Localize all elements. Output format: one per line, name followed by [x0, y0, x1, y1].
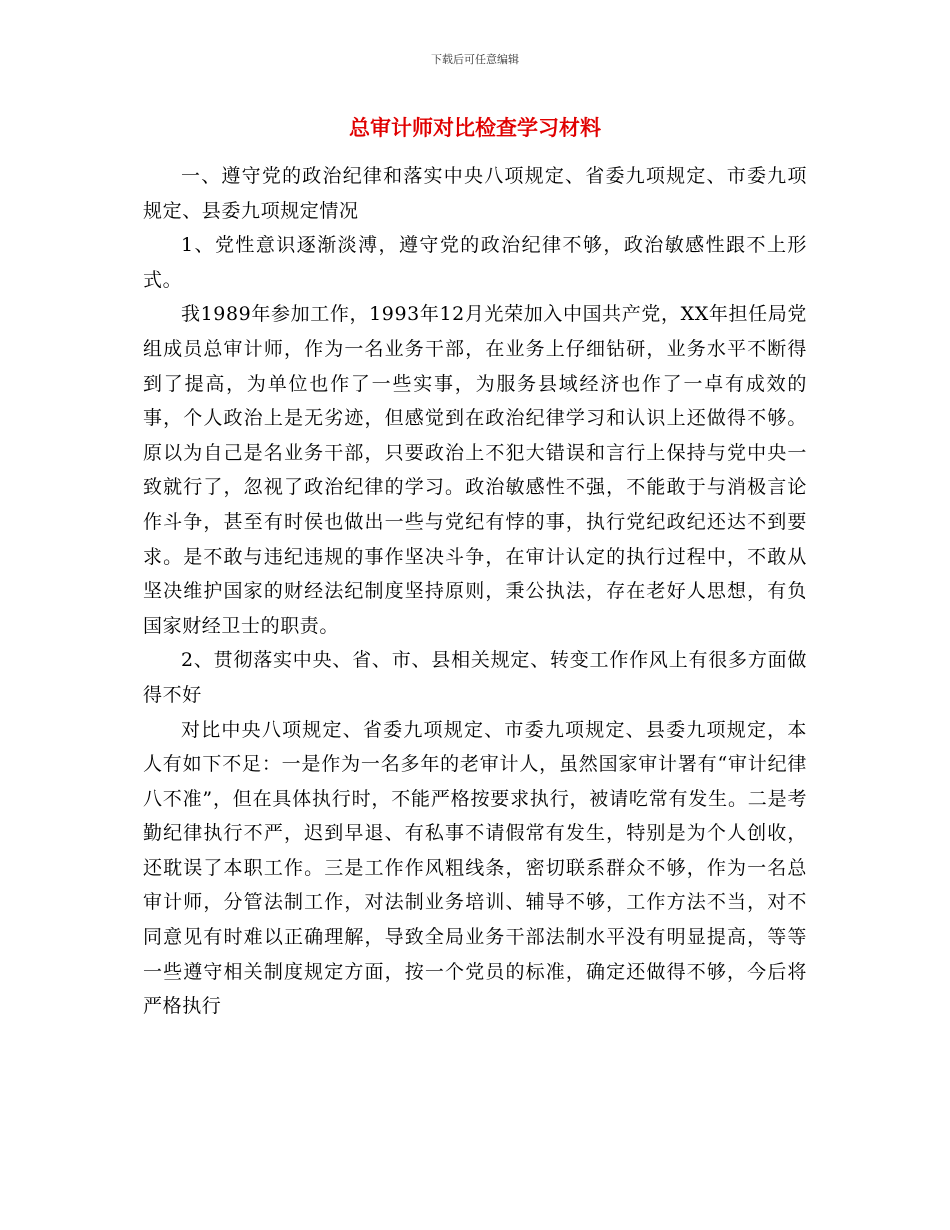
document-title: 总审计师对比检查学习材料	[349, 116, 601, 140]
paragraph-subheading-1: 1、党性意识逐渐淡溥，遵守党的政治纪律不够，政治敏感性跟不上形式。	[143, 234, 807, 291]
paragraph-subheading-2: 2、贯彻落实中央、省、市、县相关规定、转变工作作风上有很多方面做得不好	[143, 649, 807, 706]
page-header-note: 下载后可任意编辑	[431, 53, 519, 66]
paragraph-body-1: 我1989年参加工作，1993年12月光荣加入中国共产党，XX年担任局党组成员总审计师，作为一名业务干部，在业务上仔细钻研，业务水平不断得到了提高，为单位也作了一些实事，为服务县域经济也作了一卓有成效的事，个人政治上是无劣迹，但感觉到在政治纪律学习和认识上还做得不够。原以为自己是名业务干部，只要政治上不犯大错误和言行上保持与党中央一致就行了，忽视了政治纪律的学习。政治敏感性不强，不能敢于与消极言论作斗争，甚至有时侯也做出一些与党纪有悖的事，执行党纪政纪还达不到要求。是不敢与违纪违规的事作坚决斗争，在审计认定的执行过程中，不敢从坚决维护国家的财经法纪制度坚持原则，秉公执法，存在老好人思想，有负国家财经卫士的职责。	[143, 303, 807, 637]
paragraph-body-2: 对比中央八项规定、省委九项规定、市委九项规定、县委九项规定，本人有如下不足：一是作为一名多年的老审计人，虽然国家审计署有“审计纪律八不准”，但在具体执行时，不能严格按要求执行，被请吃常有发生。二是考勤纪律执行不严，迟到早退、有私事不请假常有发生，特别是为个人创收，还耽误了本职工作。三是工作作风粗线条，密切联系群众不够，作为一名总审计师，分管法制工作，对法制业务培训、辅导不够，工作方法不当，对不同意见有时难以正确理解，导致全局业务干部法制水平没有明显提高，等等一些遵守相关制度规定方面，按一个党员的标准，确定还做得不够，今后将严格执行	[143, 718, 807, 1018]
paragraph-section-heading: 一、遵守党的政治纪律和落实中央八项规定、省委九项规定、市委九项规定、县委九项规定情况	[143, 165, 807, 222]
document-body	[143, 159, 807, 1024]
